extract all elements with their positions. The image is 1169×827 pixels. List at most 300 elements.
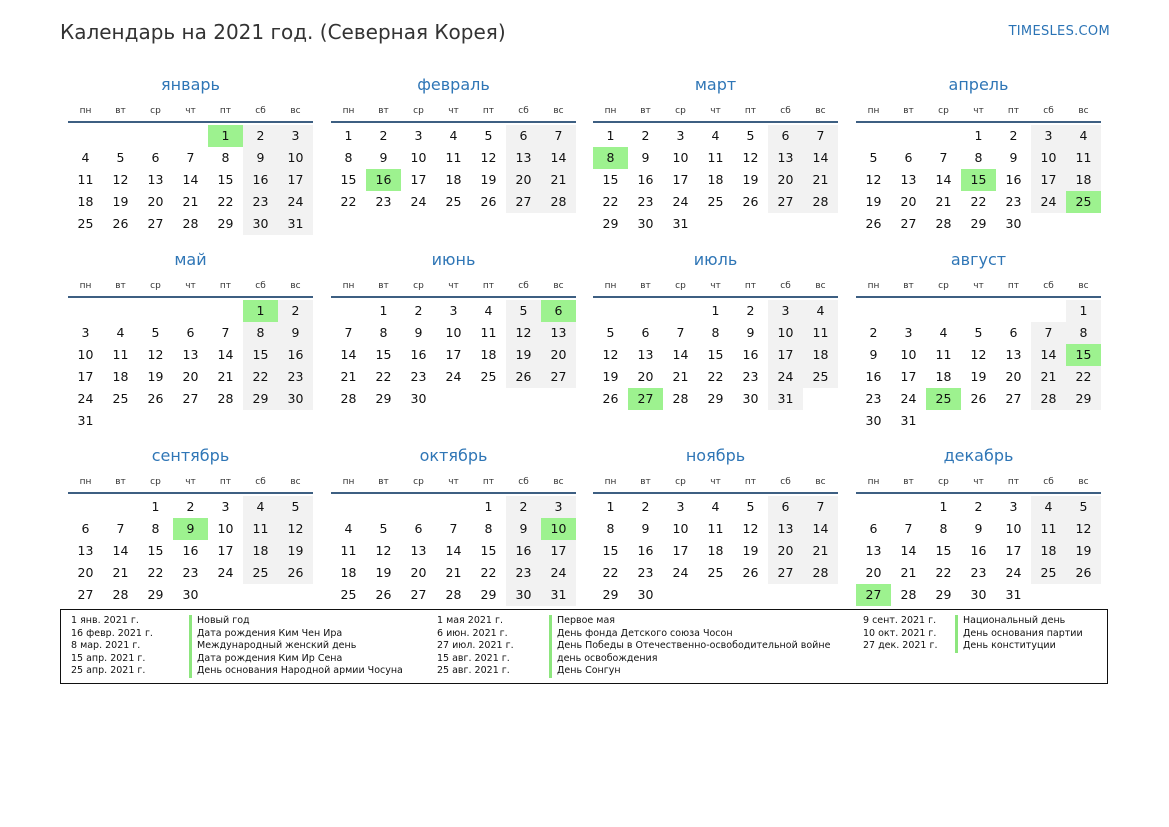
day-cell: 9 [974,521,983,536]
day-cell: 7 [116,521,125,536]
day-cell: 15 [602,172,619,187]
day-cell: 30 [637,587,654,602]
holiday-date: 27 июл. 2021 г. [437,640,514,652]
day-grid [68,496,313,606]
day-cell: 28 [112,587,129,602]
day-cell: 15 [707,347,724,362]
day-cell: 10 [900,347,917,362]
weekday-label: пн [342,106,355,116]
month-block [68,442,313,606]
day-cell: 22 [707,369,724,384]
day-cell: 24 [77,391,94,406]
day-cell: 13 [77,543,94,558]
empty-cell [103,125,138,147]
month-divider [68,121,313,123]
weekend-day-cell: 6 [768,125,803,147]
weekend-day-cell: 30 [506,584,541,606]
weekday-label: ср [413,106,424,116]
day-cell: 19 [742,543,759,558]
day-cell: 31 [1005,587,1022,602]
day-cell: 16 [742,347,759,362]
weekend-day-cell: 10 [278,147,313,169]
day-cell: 7 [449,521,458,536]
day-cell: 25 [707,565,724,580]
day-cell: 20 [1005,369,1022,384]
day-cell: 7 [904,521,913,536]
weekend-day-cell: 9 [243,147,278,169]
weekday-label: чт [185,281,196,291]
month-block [856,246,1101,432]
weekend-day-cell: 26 [278,562,313,584]
day-cell: 4 [449,128,458,143]
day-cell: 4 [81,150,90,165]
day-grid [856,125,1101,235]
weekday-label: пт [482,281,495,291]
day-cell: 14 [340,347,357,362]
weekend-day-cell: 13 [506,147,541,169]
weekday-header [856,278,1101,294]
weekend-day-cell: 29 [243,388,278,410]
day-cell: 1 [939,499,948,514]
day-cell: 1 [379,303,388,318]
day-cell: 16 [410,347,427,362]
holiday-day-cell: 25 [1066,191,1101,213]
day-cell: 27 [1005,391,1022,406]
month-divider [856,121,1101,123]
month-block [593,246,838,410]
holiday-date: 15 авг. 2021 г. [437,652,510,664]
day-cell: 16 [182,543,199,558]
day-cell: 28 [935,216,952,231]
weekend-day-cell: 2 [506,496,541,518]
month-divider [68,492,313,494]
empty-cell [436,496,471,518]
weekday-label: пн [604,477,617,487]
weekend-day-cell: 13 [768,518,803,540]
day-cell: 22 [147,565,164,580]
day-cell: 3 [1009,499,1018,514]
weekend-day-cell: 25 [803,366,838,388]
holiday-date: 25 авг. 2021 г. [437,665,510,677]
day-grid [856,496,1101,606]
weekday-label: сб [518,281,529,291]
weekend-day-cell: 31 [278,213,313,235]
day-cell: 12 [742,150,759,165]
day-cell: 27 [182,391,199,406]
day-cell: 18 [707,172,724,187]
day-cell: 2 [186,499,195,514]
day-cell: 28 [217,391,234,406]
legend-dates-column [437,615,514,678]
day-cell: 13 [1005,347,1022,362]
day-cell: 10 [672,150,689,165]
weekday-label: сб [780,281,791,291]
day-cell: 7 [676,325,685,340]
weekday-label: чт [710,477,721,487]
day-cell: 3 [676,128,685,143]
day-cell: 17 [672,172,689,187]
day-cell: 29 [707,391,724,406]
month-block [68,71,313,235]
day-cell: 9 [1009,150,1018,165]
day-cell: 17 [217,543,234,558]
weekday-label: пт [1007,106,1020,116]
weekday-label: пт [219,477,232,487]
day-cell: 1 [974,128,983,143]
day-cell: 13 [865,543,882,558]
day-cell: 26 [742,194,759,209]
day-cell: 24 [1005,565,1022,580]
weekend-day-cell: 4 [1031,496,1066,518]
day-cell: 14 [900,543,917,558]
day-cell: 11 [340,543,357,558]
holiday-name: Дата рождения Ким Чен Ира [197,627,343,639]
day-cell: 26 [480,194,497,209]
day-cell: 6 [151,150,160,165]
day-cell: 8 [344,150,353,165]
day-cell: 18 [112,369,129,384]
holiday-name: День Сонгун [557,665,621,677]
weekday-label: чт [185,477,196,487]
weekday-label: вс [290,477,301,487]
day-cell: 29 [375,391,392,406]
day-cell: 15 [480,543,497,558]
day-cell: 18 [935,369,952,384]
weekday-label: пт [1007,477,1020,487]
weekend-day-cell: 14 [541,147,576,169]
weekday-label: ср [150,281,161,291]
day-cell: 6 [904,150,913,165]
legend-names-column [963,615,1083,653]
day-cell: 6 [1009,325,1018,340]
day-cell: 23 [410,369,427,384]
day-cell: 25 [77,216,94,231]
day-cell: 22 [480,565,497,580]
brand-link[interactable]: TIMESLES.COM [1008,24,1110,39]
weekend-day-cell: 28 [1031,388,1066,410]
holiday-date: 15 апр. 2021 г. [71,652,146,664]
day-cell: 24 [672,565,689,580]
weekday-label: сб [518,106,529,116]
day-cell: 5 [746,128,755,143]
weekend-day-cell: 1 [1066,300,1101,322]
day-cell: 14 [445,543,462,558]
day-cell: 1 [711,303,720,318]
day-cell: 28 [445,587,462,602]
month-block [331,246,576,410]
weekend-day-cell: 16 [278,344,313,366]
page-title: Календарь на 2021 год. (Северная Корея) [60,20,506,44]
holiday-date: 1 янв. 2021 г. [71,615,139,626]
weekday-label: ср [675,477,686,487]
legend-dates-column [71,615,153,678]
day-cell: 5 [746,499,755,514]
day-cell: 8 [606,521,615,536]
month-name: октябрь [419,446,488,465]
weekend-day-cell: 10 [1031,147,1066,169]
weekend-day-cell: 18 [243,540,278,562]
empty-cell [961,300,996,322]
month-divider [593,492,838,494]
day-grid [331,300,576,410]
weekend-day-cell: 31 [768,388,803,410]
day-cell: 17 [77,369,94,384]
day-cell: 14 [672,347,689,362]
day-cell: 2 [746,303,755,318]
weekend-day-cell: 14 [1031,344,1066,366]
weekend-day-cell: 28 [803,191,838,213]
weekday-label: пн [342,477,355,487]
day-cell: 9 [869,347,878,362]
day-grid [593,496,838,606]
day-cell: 2 [379,128,388,143]
day-cell: 10 [410,150,427,165]
day-cell: 5 [151,325,160,340]
weekend-day-cell: 18 [1066,169,1101,191]
month-divider [68,296,313,298]
day-cell: 5 [379,521,388,536]
weekend-day-cell: 19 [1066,540,1101,562]
day-cell: 5 [974,325,983,340]
weekday-label: пн [79,106,92,116]
weekend-day-cell: 24 [541,562,576,584]
day-cell: 20 [865,565,882,580]
day-cell: 18 [340,565,357,580]
day-cell: 13 [182,347,199,362]
month-name: ноябрь [685,446,746,465]
day-cell: 9 [414,325,423,340]
weekend-day-cell: 7 [803,125,838,147]
day-cell: 3 [81,325,90,340]
day-cell: 19 [147,369,164,384]
day-cell: 27 [147,216,164,231]
day-cell: 5 [116,150,125,165]
month-name: июль [693,250,738,269]
empty-cell [331,496,366,518]
day-cell: 25 [480,369,497,384]
weekend-day-cell: 22 [1066,366,1101,388]
holiday-name: День конституции [963,640,1056,652]
holiday-date: 27 дек. 2021 г. [863,640,938,652]
empty-cell [208,300,243,322]
weekend-day-cell: 23 [243,191,278,213]
day-cell: 15 [340,172,357,187]
day-cell: 13 [637,347,654,362]
day-cell: 1 [606,499,615,514]
day-cell: 31 [77,413,94,428]
weekday-label: чт [973,477,984,487]
weekday-label: вс [815,477,826,487]
day-cell: 11 [445,150,462,165]
weekend-day-cell: 7 [803,496,838,518]
day-cell: 16 [1005,172,1022,187]
empty-cell [856,300,891,322]
weekend-day-cell: 10 [768,322,803,344]
weekday-header [331,474,576,490]
holiday-day-cell: 27 [628,388,663,410]
legend-color-bar [549,615,552,678]
weekend-day-cell: 7 [541,125,576,147]
day-cell: 16 [970,543,987,558]
day-cell: 23 [375,194,392,209]
month-block [331,442,576,606]
weekday-label: вт [903,106,914,116]
holiday-name: Новый год [197,615,250,626]
holiday-legend [60,609,1108,684]
day-cell: 25 [340,587,357,602]
day-cell: 19 [742,172,759,187]
day-cell: 25 [445,194,462,209]
weekend-day-cell: 11 [1031,518,1066,540]
weekday-label: сб [518,477,529,487]
weekday-label: пт [482,106,495,116]
day-cell: 31 [900,413,917,428]
month-divider [856,492,1101,494]
day-cell: 4 [344,521,353,536]
weekend-day-cell: 4 [243,496,278,518]
month-name: апрель [948,75,1009,94]
day-cell: 22 [602,565,619,580]
weekday-label: пт [744,106,757,116]
weekday-label: вс [290,281,301,291]
weekday-label: сб [255,281,266,291]
day-cell: 3 [414,128,423,143]
weekday-label: вт [378,281,389,291]
day-cell: 14 [182,172,199,187]
weekend-day-cell: 30 [278,388,313,410]
holiday-day-cell: 15 [1066,344,1101,366]
empty-cell [68,496,103,518]
day-cell: 24 [410,194,427,209]
weekend-day-cell: 3 [768,300,803,322]
day-cell: 21 [672,369,689,384]
day-cell: 15 [602,543,619,558]
weekend-day-cell: 20 [506,169,541,191]
weekday-label: вт [903,281,914,291]
day-cell: 2 [869,325,878,340]
weekend-day-cell: 28 [541,191,576,213]
weekend-day-cell: 23 [506,562,541,584]
day-cell: 7 [186,150,195,165]
empty-cell [856,496,891,518]
day-cell: 26 [602,391,619,406]
day-cell: 29 [217,216,234,231]
empty-cell [891,496,926,518]
day-cell: 21 [182,194,199,209]
day-cell: 7 [221,325,230,340]
day-cell: 1 [151,499,160,514]
day-cell: 28 [182,216,199,231]
weekday-label: ср [413,281,424,291]
weekday-label: вс [553,477,564,487]
month-divider [593,296,838,298]
day-cell: 30 [637,216,654,231]
weekday-label: чт [973,106,984,116]
day-cell: 6 [81,521,90,536]
holiday-name: День Победы в Отечественно-освободительной войне [557,640,831,652]
empty-cell [891,300,926,322]
day-cell: 10 [77,347,94,362]
month-block [856,442,1101,606]
day-cell: 27 [900,216,917,231]
day-cell: 25 [707,194,724,209]
weekend-day-cell: 9 [506,518,541,540]
weekend-day-cell: 18 [1031,540,1066,562]
weekend-day-cell: 3 [278,125,313,147]
day-cell: 18 [480,347,497,362]
empty-cell [891,125,926,147]
weekend-day-cell: 19 [506,344,541,366]
day-cell: 4 [939,325,948,340]
day-cell: 3 [449,303,458,318]
day-cell: 5 [606,325,615,340]
month-divider [593,121,838,123]
month-name: сентябрь [151,446,230,465]
day-grid [68,300,313,432]
day-cell: 13 [410,543,427,558]
holiday-day-cell: 1 [208,125,243,147]
weekday-label: ср [413,477,424,487]
month-block [593,442,838,606]
weekend-day-cell: 12 [1066,518,1101,540]
day-cell: 6 [869,521,878,536]
day-cell: 26 [375,587,392,602]
weekend-day-cell: 5 [1066,496,1101,518]
day-cell: 18 [77,194,94,209]
weekday-label: чт [448,477,459,487]
weekend-day-cell: 12 [506,322,541,344]
day-cell: 8 [939,521,948,536]
weekend-day-cell: 27 [506,191,541,213]
day-cell: 27 [410,587,427,602]
empty-cell [103,496,138,518]
weekday-label: вт [640,281,651,291]
day-cell: 29 [602,216,619,231]
day-cell: 27 [77,587,94,602]
day-cell: 2 [414,303,423,318]
holiday-name: Первое мая [557,615,615,626]
weekday-label: ср [938,281,949,291]
weekday-label: чт [710,106,721,116]
holiday-name: Национальный день [963,615,1066,626]
day-cell: 26 [865,216,882,231]
weekday-label: пн [867,106,880,116]
weekday-label: пт [1007,281,1020,291]
empty-cell [856,125,891,147]
empty-cell [68,300,103,322]
month-block [593,71,838,235]
holiday-day-cell: 10 [541,518,576,540]
weekday-label: пн [604,281,617,291]
day-cell: 23 [865,391,882,406]
holiday-name: Дата рождения Ким Ир Сена [197,652,343,664]
weekday-label: вс [553,106,564,116]
day-cell: 12 [147,347,164,362]
day-cell: 22 [970,194,987,209]
day-cell: 8 [221,150,230,165]
weekend-day-cell: 6 [506,125,541,147]
day-grid [593,300,838,410]
day-cell: 24 [672,194,689,209]
weekday-label: ср [150,477,161,487]
weekday-label: чт [710,281,721,291]
empty-cell [103,300,138,322]
weekday-label: сб [255,106,266,116]
weekday-label: пн [342,281,355,291]
weekend-day-cell: 16 [243,169,278,191]
day-cell: 9 [641,150,650,165]
weekday-label: пт [219,106,232,116]
